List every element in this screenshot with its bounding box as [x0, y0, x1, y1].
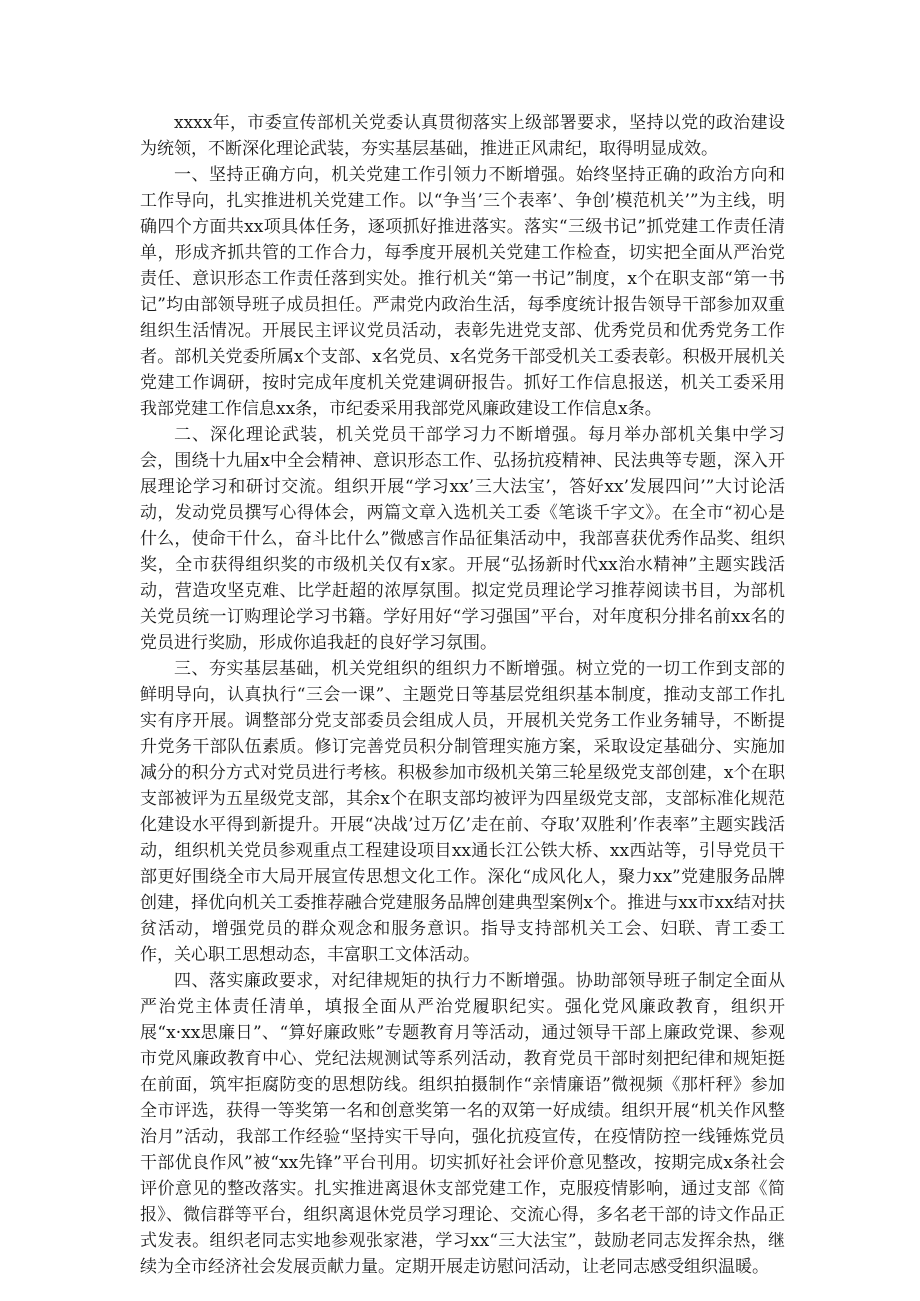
- section-1-paragraph: 一、坚持正确方向，机关党建工作引领力不断增强。始终坚持正确的政治方向和工作导向，扎实推进机关党建工作。以“争当’三个表率’、争创’模范机关’”为主线，明确四个方面共xx项具体任务，逐项抓好推进落实。落实“三级书记”抓党建工作责任清单，形成齐抓共管的工作合力，每季度开展机关党建工作检查，切实把全面从严治党责任、意识形态工作责任落到实处。推行机关“第一书记”制度，x个在职支部“第一书记”均由部领导班子成员担任。严肃党内政治生活，每季度统计报告领导干部参加双重组织生活情况。开展民主评议党员活动，表彰先进党支部、优秀党员和优秀党务工作者。部机关党委所属x个支部、x名党员、x名党务干部受机关工委表彰。积极开展机关党建工作调研，按时完成年度机关党建调研报告。抓好工作信息报送，机关工委采用我部党建工作信息xx条，市纪委采用我部党风廉政建设工作信息x条。: [140, 165, 785, 419]
- document-body: [140, 110, 785, 1280]
- intro-paragraph: xxxx年，市委宣传部机关党委认真贯彻落实上级部署要求，坚持以党的政治建设为统领，不断深化理论武装，夯实基层基础，推进正风肃纪，取得明显成效。: [140, 113, 785, 159]
- section-4-paragraph: 四、落实廉政要求，对纪律规矩的执行力不断增强。协助部领导班子制定全面从严治党主体责任清单，填报全面从严治党履职纪实。强化党风廉政教育，组织开展“x·xx思廉日”、“算好廉政账”专题教育月等活动，通过领导干部上廉政党课、参观市党风廉政教育中心、党纪法规测试等系列活动，教育党员干部时刻把纪律和规矩挺在前面，筑牢拒腐防变的思想防线。组织拍摄制作“亲情廉语”微视频《那杆秤》参加全市评选，获得一等奖第一名和创意奖第一名的双第一好成绩。组织开展“机关作风整治月”活动，我部工作经验“坚持实干导向，强化抗疫宣传，在疫情防控一线锤炼党员干部优良作风”被“xx先锋”平台刊用。切实抓好社会评价意见整改，按期完成x条社会评价意见的整改落实。扎实推进离退休支部党建工作，克服疫情影响，通过支部《简报》、微信群等平台，组织离退休党员学习理论、交流心得，多名老干部的诗文作品正式发表。组织老同志实地参观张家港，学习xx“三大法宝”，鼓励老同志发挥余热，继续为全市经济社会发展贡献力量。定期开展走访慰问活动，让老同志感受组织温暖。: [140, 971, 785, 1277]
- section-2-paragraph: 二、深化理论武装，机关党员干部学习力不断增强。每月举办部机关集中学习会，围绕十九届x中全会精神、意识形态工作、弘扬抗疫精神、民法典等专题，深入开展理论学习和研讨交流。组织开展“学习xx’三大法宝’，答好xx’发展四问’”大讨论活动，发动党员撰写心得体会，两篇文章入选机关工委《笔谈千字文》。在全市“初心是什么，使命干什么，奋斗比什么”微感言作品征集活动中，我部喜获优秀作品奖、组织奖，全市获得组织奖的市级机关仅有x家。开展“弘扬新时代xx治水精神”主题实践活动，营造攻坚克难、比学赶超的浓厚氛围。拟定党员理论学习推荐阅读书目，为部机关党员统一订购理论学习书籍。学好用好“学习强国”平台，对年度积分排名前xx名的党员进行奖励，形成你追我赶的良好学习氛围。: [140, 425, 785, 653]
- section-3-paragraph: 三、夯实基层基础，机关党组织的组织力不断增强。树立党的一切工作到支部的鲜明导向，认真执行“三会一课”、主题党日等基层党组织基本制度，推动支部工作扎实有序开展。调整部分党支部委员会组成人员，开展机关党务工作业务辅导，不断提升党务干部队伍素质。修订完善党员积分制管理实施方案，采取设定基础分、实施加减分的积分方式对党员进行考核。积极参加市级机关第三轮星级党支部创建，x个在职支部被评为五星级党支部，其余x个在职支部均被评为四星级党支部，支部标准化规范化建设水平得到新提升。开展“决战’过万亿’走在前、夺取’双胜利’作表率”主题实践活动，组织机关党员参观重点工程建设项目xx通长江公铁大桥、xx西站等，引导党员干部更好围绕全市大局开展宣传思想文化工作。深化“成风化人，聚力xx”党建服务品牌创建，择优向机关工委推荐融合党建服务品牌创建典型案例x个。推进与xx市xx结对扶贫活动，增强党员的群众观念和服务意识。指导支持部机关工会、妇联、青工委工作，关心职工思想动态，丰富职工文体活动。: [140, 659, 785, 965]
